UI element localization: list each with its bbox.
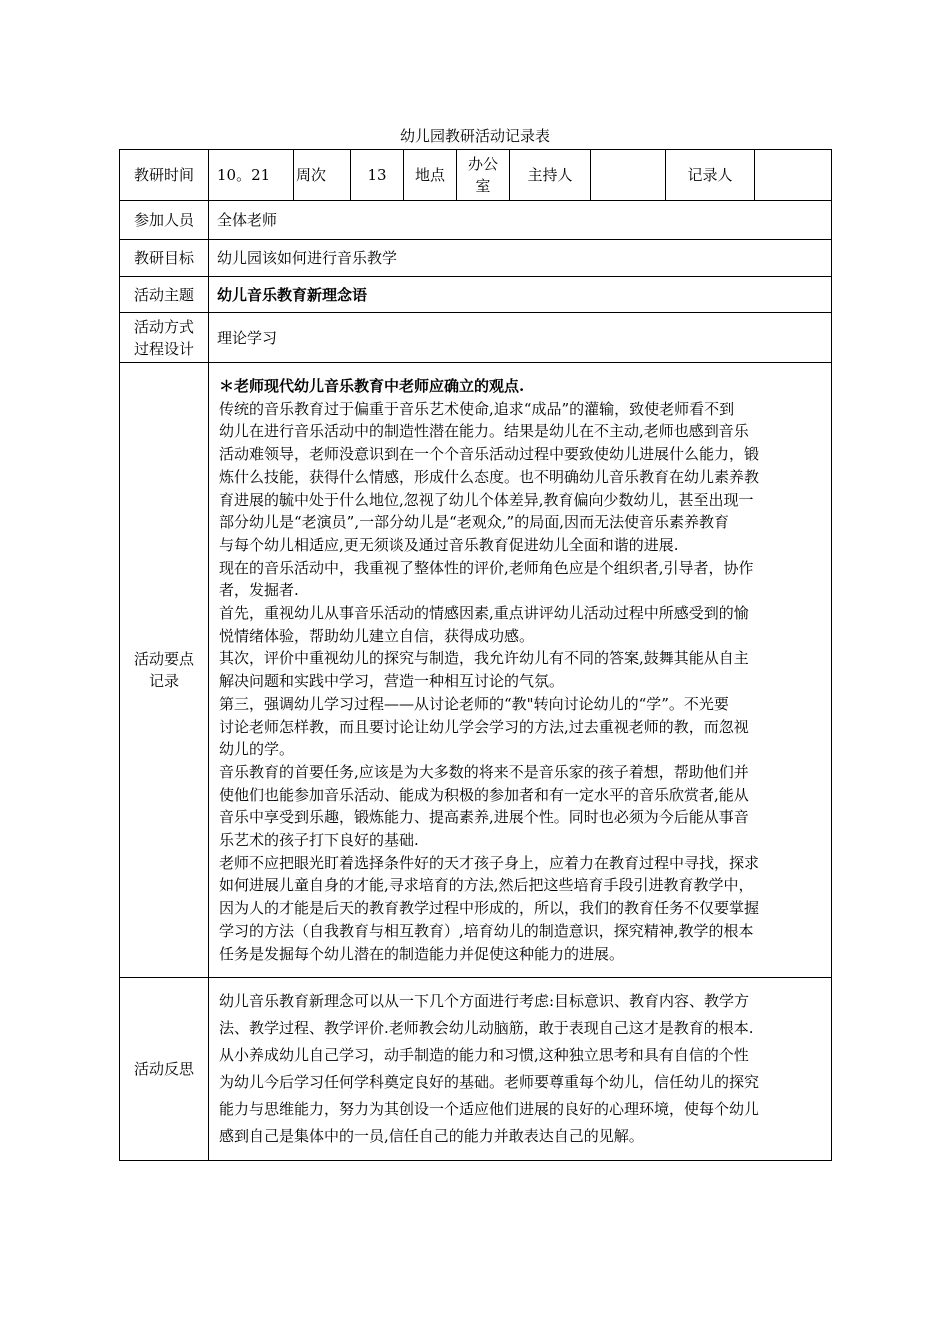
participants-value: 全体老师: [209, 201, 832, 240]
notes-paragraph: 音乐教育的首要任务,应该是为大多数的将来不是音乐家的孩子着想，帮助他们并 使他们也能参加音乐活动、能成为积极的参加者和有一定水平的音乐欣赏者,能从 音乐中享受到乐趣，锻炼能力、提高素养,进展个性。同时也必须为今后能从事音 乐艺术的孩子打下良好的基础.: [219, 762, 749, 850]
theme-value: 幼儿音乐教育新理念语: [209, 277, 832, 313]
week-label: 周次: [294, 150, 351, 201]
notes-paragraph: 传统的音乐教育过于偏重于音乐艺术使命,追求“成品”的灌输，致使老师看不到 幼儿在进行音乐活动中的制造性潜在能力。结果是幼儿在不主动,老师也感到音乐 活动难领导，老师没意识到在一个个音乐活动过程中要致使幼儿进展什么能力，锻 炼什么技能，获得什么情感，形成什么态度。也不明确幼儿音乐教育在幼儿素养教 育进展的毓中处于什么地位,忽视了幼儿个体差异,教育偏向少数幼儿，甚至出现一 部分幼儿是“老演员”,一部分幼儿是“老观众,”的局面,因而无法使音乐素养教育 与每个幼儿相适应,更无须谈及通过音乐教育促进幼儿全面和谐的进展.: [219, 399, 760, 554]
participants-row: [120, 201, 832, 240]
goal-label: 教研目标: [120, 240, 209, 277]
info-row: [120, 150, 832, 201]
notes-paragraph: 现在的音乐活动中，我重视了整体性的评价,老师角色应是个组织者,引导者，协作 者，发掘者.: [219, 558, 754, 600]
reflection-row: [120, 978, 832, 1161]
record-table: [119, 149, 832, 1161]
reflection-content: [209, 978, 832, 1161]
recorder-label: 记录人: [666, 150, 755, 201]
method-row: [120, 313, 832, 363]
notes-paragraph: 其次，评价中重视幼儿的探究与制造，我允许幼儿有不同的答案,鼓舞其能从自主 解决问题和实践中学习，营造一种相互讨论的气氛。: [219, 649, 749, 691]
place-label: 地点: [404, 150, 457, 201]
reflection-text: 幼儿音乐教育新理念可以从一下几个方面进行考虑:目标意识、教育内容、教学方 法、教学过程、教学评价.老师教会幼儿动脑筋，敢于表现自己这才是教育的根本. 从小养成幼儿自己学习，动手制造的能力和习惯,这种独立思考和具有自信的个性 为幼儿今后学习任何学科奠定良好的基础。老师要尊重每个幼儿，信任幼儿的探究 能力与思维能力，努力为其创设一个适应他们进展的良好的心理环境，使每个幼儿 感到自己是集体中的一员,信任自己的能力并敢表达自己的见解。: [219, 992, 760, 1146]
notes-paragraph: 老师不应把眼光盯着选择条件好的天才孩子身上，应着力在教育过程中寻找，探求 如何进展儿童自身的才能,寻求培育的方法,然后把这些培育手段引进教育教学中， 因为人的才能是后天的教育教学过程中形成的，所以，我们的教育任务不仅要掌握 学习的方法（自我教育与相互教育）,培育幼儿的制造意识，探究精神,教学的根本 任务是发掘每个幼儿潜在的制造能力并促使这种能力的进展。: [219, 853, 760, 963]
goal-value: 幼儿园该如何进行音乐教学: [209, 240, 832, 277]
time-label: 教研时间: [120, 150, 209, 201]
host-label: 主持人: [510, 150, 591, 201]
theme-label: 活动主题: [120, 277, 209, 313]
notes-row: [120, 363, 832, 978]
notes-content: [209, 363, 832, 978]
method-label: 活动方式 过程设计: [120, 313, 209, 363]
time-value: 10。21: [209, 150, 294, 201]
goal-row: [120, 240, 832, 277]
notes-paragraph: 第三，强调幼儿学习过程——从讨论老师的“教"转向讨论幼儿的“学”。不光要 讨论老师怎样教，而且要讨论让幼儿学会学习的方法,过去重视老师的教，而忽视 幼儿的学。: [219, 694, 749, 759]
host-value: [591, 150, 666, 201]
reflection-label: 活动反思: [120, 978, 209, 1161]
participants-label: 参加人员: [120, 201, 209, 240]
method-value: 理论学习: [209, 313, 832, 363]
theme-row: [120, 277, 832, 313]
recorder-value: [755, 150, 832, 201]
place-value: 办公 室: [457, 150, 510, 201]
page-title: 幼儿园教研活动记录表: [399, 127, 550, 145]
notes-heading: ＊老师现代幼儿音乐教育中老师应确立的观点.: [219, 377, 525, 395]
week-value: 13: [351, 150, 404, 201]
notes-label: 活动要点 记录: [120, 363, 209, 978]
notes-paragraph: 首先，重视幼儿从事音乐活动的情感因素,重点讲评幼儿活动过程中所感受到的愉 悦情绪体验，帮助幼儿建立自信，获得成功感。: [219, 604, 749, 645]
